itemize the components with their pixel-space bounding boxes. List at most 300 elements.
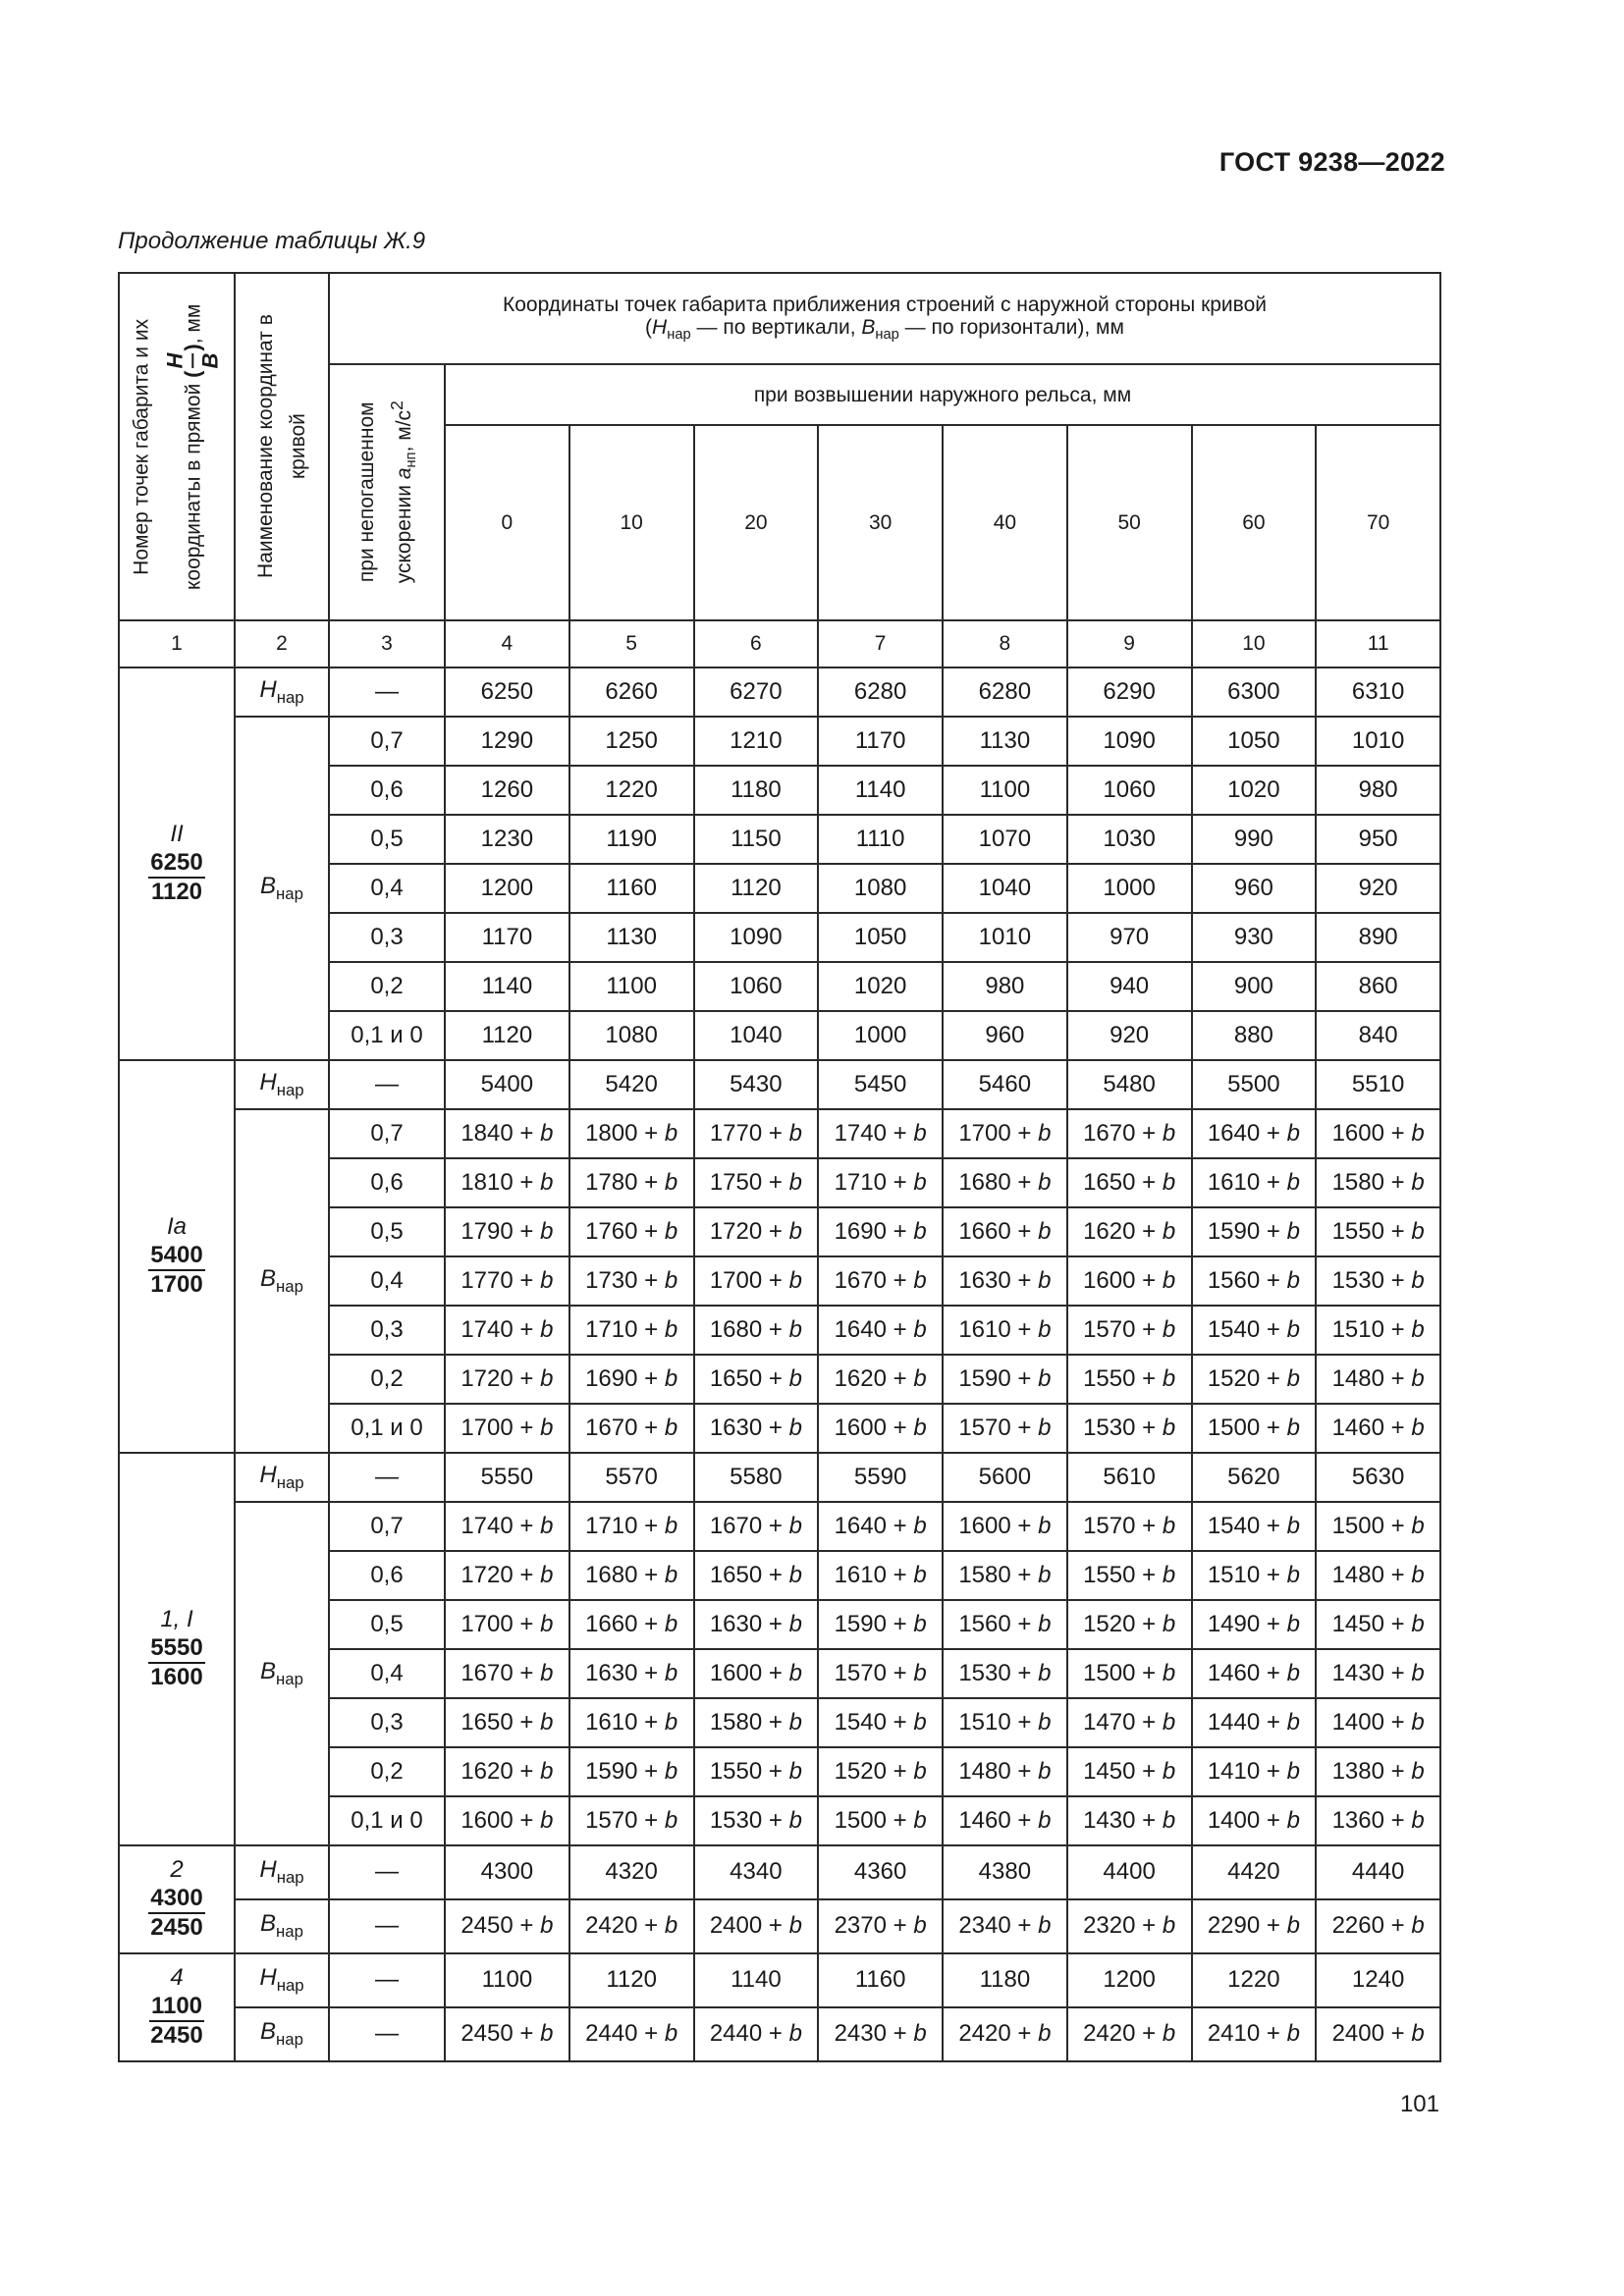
value-cell: 1710 + b — [569, 1306, 694, 1355]
value-cell: 1530 + b — [1067, 1404, 1192, 1453]
value-cell: 1700 + b — [445, 1404, 569, 1453]
value-cell: 1670 + b — [445, 1649, 569, 1698]
value-cell: 1690 + b — [818, 1207, 943, 1256]
value-cell: 1700 + b — [445, 1600, 569, 1649]
col2-header: Наименование координат в кривой — [235, 273, 329, 620]
value-cell: 2260 + b — [1316, 1899, 1440, 1953]
accel-cell: 0,1 и 0 — [329, 1011, 445, 1060]
value-cell: 4380 — [943, 1845, 1067, 1899]
value-cell: 1250 — [569, 717, 694, 766]
table-row — [119, 717, 1440, 766]
value-cell: 2400 + b — [1316, 2007, 1440, 2061]
value-cell: 1530 + b — [1316, 1256, 1440, 1306]
value-cell: 1520 + b — [1067, 1600, 1192, 1649]
gauge-coordinates — [149, 1994, 204, 2050]
accel-cell: 0,4 — [329, 864, 445, 913]
value-cell: 1460 + b — [1192, 1649, 1317, 1698]
value-cell: 2440 + b — [694, 2007, 819, 2061]
elevation-20: 20 — [694, 425, 819, 620]
accel-cell: — — [329, 667, 445, 717]
value-cell: 1570 + b — [1067, 1306, 1192, 1355]
column-number: 5 — [569, 620, 694, 667]
value-cell: 1060 — [694, 962, 819, 1011]
value-cell: 1080 — [818, 864, 943, 913]
value-cell: 1020 — [818, 962, 943, 1011]
gauge-point-cell — [119, 1845, 235, 1953]
table-row — [119, 1899, 1440, 1953]
value-cell: 1740 + b — [818, 1109, 943, 1158]
value-cell: 1180 — [943, 1953, 1067, 2007]
accel-cell: 0,2 — [329, 1747, 445, 1796]
value-cell: 2420 + b — [569, 1899, 694, 1953]
value-cell: 1410 + b — [1192, 1747, 1317, 1796]
main-header: Координаты точек габарита приближения строений с наружной стороны кривой ($H_{нар}$ — по вертикали, $B_{нар}$ — по горизонтали), мм — [329, 273, 1440, 364]
h-over-b-fraction: ( H B ) — [158, 344, 227, 378]
coord-h: 5550 — [148, 1635, 204, 1664]
gauge-point-id: 4 — [170, 1964, 184, 1992]
gauge-point-id: 1, I — [160, 1606, 193, 1633]
column-number: 8 — [943, 620, 1067, 667]
column-number: 4 — [445, 620, 569, 667]
value-cell: 1650 + b — [445, 1698, 569, 1747]
value-cell: 2290 + b — [1192, 1899, 1317, 1953]
value-cell: 1640 + b — [818, 1502, 943, 1551]
elevation-40: 40 — [943, 425, 1067, 620]
value-cell: 1040 — [943, 864, 1067, 913]
column-number: 3 — [329, 620, 445, 667]
label-b-nar: $B_{нар}$ — [235, 717, 329, 1060]
value-cell: 1200 — [445, 864, 569, 913]
value-cell: 1680 + b — [943, 1158, 1067, 1207]
value-cell: 1560 + b — [1192, 1256, 1317, 1306]
value-cell: 1540 + b — [1192, 1502, 1317, 1551]
coord-b: 1700 — [150, 1271, 203, 1299]
column-number-row — [119, 620, 1440, 667]
value-cell: 6290 — [1067, 667, 1192, 717]
value-cell: 990 — [1192, 815, 1317, 864]
value-cell: 1700 + b — [943, 1109, 1067, 1158]
value-cell: 2320 + b — [1067, 1899, 1192, 1953]
value-cell: 1650 + b — [1067, 1158, 1192, 1207]
elevation-header: при возвышении наружного рельса, мм — [445, 364, 1440, 425]
value-cell: 1660 + b — [569, 1600, 694, 1649]
value-cell: 1220 — [1192, 1953, 1317, 2007]
value-cell: 5600 — [943, 1453, 1067, 1502]
value-cell: 920 — [1316, 864, 1440, 913]
value-cell: 1550 + b — [694, 1747, 819, 1796]
value-cell: 2410 + b — [1192, 2007, 1317, 2061]
value-cell: 1590 + b — [569, 1747, 694, 1796]
value-cell: 5620 — [1192, 1453, 1317, 1502]
document-code: ГОСТ 9238—2022 — [1218, 147, 1445, 177]
value-cell: 1500 + b — [1067, 1649, 1192, 1698]
value-cell: 860 — [1316, 962, 1440, 1011]
value-cell: 1500 + b — [818, 1796, 943, 1845]
gauge-coordinates — [148, 1243, 204, 1299]
label-b-nar: $B_{нар}$ — [235, 2007, 329, 2061]
value-cell: 1480 + b — [1316, 1551, 1440, 1600]
value-cell: 1490 + b — [1192, 1600, 1317, 1649]
value-cell: 1610 + b — [1192, 1158, 1317, 1207]
value-cell: 1480 + b — [1316, 1355, 1440, 1404]
value-cell: 1460 + b — [943, 1796, 1067, 1845]
value-cell: 1550 + b — [1316, 1207, 1440, 1256]
value-cell: 920 — [1067, 1011, 1192, 1060]
value-cell: 1100 — [445, 1953, 569, 2007]
value-cell: 5630 — [1316, 1453, 1440, 1502]
gauge-point-id: 2 — [170, 1856, 184, 1884]
value-cell: 1400 + b — [1316, 1698, 1440, 1747]
table-row — [119, 1953, 1440, 2007]
column-number: 11 — [1316, 620, 1440, 667]
page-number: 101 — [1399, 2091, 1439, 2117]
value-cell: 1380 + b — [1316, 1747, 1440, 1796]
value-cell: 1470 + b — [1067, 1698, 1192, 1747]
value-cell: 1510 + b — [943, 1698, 1067, 1747]
value-cell: 1770 + b — [694, 1109, 819, 1158]
accel-cell: 0,3 — [329, 913, 445, 962]
value-cell: 1550 + b — [1067, 1355, 1192, 1404]
value-cell: 930 — [1192, 913, 1317, 962]
value-cell: 1840 + b — [445, 1109, 569, 1158]
value-cell: 1710 + b — [569, 1502, 694, 1551]
value-cell: 1660 + b — [943, 1207, 1067, 1256]
accel-cell: — — [329, 1845, 445, 1899]
label-b-nar: $B_{нар}$ — [235, 1109, 329, 1453]
gauge-point-cell — [119, 667, 235, 1060]
value-cell: 1110 — [818, 815, 943, 864]
value-cell: 1220 — [569, 766, 694, 815]
coord-b: 2450 — [150, 2022, 203, 2050]
accel-cell: 0,6 — [329, 1551, 445, 1600]
value-cell: 1120 — [445, 1011, 569, 1060]
value-cell: 1650 + b — [694, 1551, 819, 1600]
value-cell: 1630 + b — [694, 1600, 819, 1649]
value-cell: 1530 + b — [694, 1796, 819, 1845]
value-cell: 1670 + b — [1067, 1109, 1192, 1158]
gauge-point-cell — [119, 1060, 235, 1453]
value-cell: 1590 + b — [818, 1600, 943, 1649]
gauge-point-cell — [119, 1953, 235, 2061]
col1-header: Номер точек габарита и их координаты в прямой ( H B ), мм — [119, 273, 235, 620]
value-cell: 5580 — [694, 1453, 819, 1502]
value-cell: 1670 + b — [694, 1502, 819, 1551]
value-cell: 1430 + b — [1316, 1649, 1440, 1698]
coord-h: 1100 — [149, 1994, 204, 2022]
value-cell: 1620 + b — [1067, 1207, 1192, 1256]
value-cell: 1570 + b — [569, 1796, 694, 1845]
value-cell: 1080 — [569, 1011, 694, 1060]
accel-cell: 0,3 — [329, 1698, 445, 1747]
value-cell: 1260 — [445, 766, 569, 815]
value-cell: 1500 + b — [1316, 1502, 1440, 1551]
table-row — [119, 1060, 1440, 1109]
column-number: 2 — [235, 620, 329, 667]
value-cell: 1360 + b — [1316, 1796, 1440, 1845]
value-cell: 1630 + b — [943, 1256, 1067, 1306]
value-cell: 4420 — [1192, 1845, 1317, 1899]
value-cell: 6300 — [1192, 667, 1317, 717]
value-cell: 1200 — [1067, 1953, 1192, 2007]
value-cell: 1450 + b — [1316, 1600, 1440, 1649]
label-h-nar: $H_{нар}$ — [235, 1060, 329, 1109]
value-cell: 2440 + b — [569, 2007, 694, 2061]
value-cell: 1590 + b — [1192, 1207, 1317, 1256]
label-h-nar: $H_{нар}$ — [235, 1453, 329, 1502]
value-cell: 4340 — [694, 1845, 819, 1899]
value-cell: 1540 + b — [1192, 1306, 1317, 1355]
gauge-coordinates — [148, 1886, 204, 1942]
coord-h: 4300 — [148, 1886, 204, 1914]
value-cell: 1580 + b — [694, 1698, 819, 1747]
value-cell: 1570 + b — [818, 1649, 943, 1698]
value-cell: 5590 — [818, 1453, 943, 1502]
value-cell: 1120 — [694, 864, 819, 913]
value-cell: 1240 — [1316, 1953, 1440, 2007]
accel-cell: — — [329, 1953, 445, 2007]
value-cell: 1140 — [818, 766, 943, 815]
value-cell: 1400 + b — [1192, 1796, 1317, 1845]
value-cell: 1000 — [1067, 864, 1192, 913]
coord-b: 1600 — [150, 1664, 203, 1691]
value-cell: 5510 — [1316, 1060, 1440, 1109]
value-cell: 1050 — [818, 913, 943, 962]
gauge-point-id: Ia — [166, 1213, 187, 1241]
value-cell: 4360 — [818, 1845, 943, 1899]
value-cell: 880 — [1192, 1011, 1317, 1060]
column-number: 1 — [119, 620, 235, 667]
value-cell: 1020 — [1192, 766, 1317, 815]
value-cell: 1010 — [943, 913, 1067, 962]
value-cell: 5450 — [818, 1060, 943, 1109]
value-cell: 2420 + b — [943, 2007, 1067, 2061]
value-cell: 4320 — [569, 1845, 694, 1899]
accel-cell: — — [329, 1060, 445, 1109]
value-cell: 5610 — [1067, 1453, 1192, 1502]
value-cell: 2420 + b — [1067, 2007, 1192, 2061]
column-number: 10 — [1192, 620, 1317, 667]
value-cell: 2450 + b — [445, 1899, 569, 1953]
value-cell: 1030 — [1067, 815, 1192, 864]
value-cell: 1720 + b — [445, 1355, 569, 1404]
value-cell: 1140 — [694, 1953, 819, 2007]
value-cell: 1290 — [445, 717, 569, 766]
value-cell: 1140 — [445, 962, 569, 1011]
value-cell: 1750 + b — [694, 1158, 819, 1207]
value-cell: 1090 — [694, 913, 819, 962]
value-cell: 1160 — [569, 864, 694, 913]
value-cell: 1590 + b — [943, 1355, 1067, 1404]
gauge-table — [118, 272, 1441, 2062]
value-cell: 1560 + b — [943, 1600, 1067, 1649]
table-row — [119, 1109, 1440, 1158]
value-cell: 1440 + b — [1192, 1698, 1317, 1747]
column-number: 9 — [1067, 620, 1192, 667]
accel-cell: 0,7 — [329, 1109, 445, 1158]
value-cell: 900 — [1192, 962, 1317, 1011]
value-cell: 1740 + b — [445, 1502, 569, 1551]
value-cell: 1070 — [943, 815, 1067, 864]
value-cell: 1610 + b — [943, 1306, 1067, 1355]
col3-header: при непогашенном ускорении $a_{нп}$, $м/с^2$ — [329, 364, 445, 620]
value-cell: 5420 — [569, 1060, 694, 1109]
value-cell: 1130 — [943, 717, 1067, 766]
value-cell: 1530 + b — [943, 1649, 1067, 1698]
elevation-0: 0 — [445, 425, 569, 620]
value-cell: 960 — [1192, 864, 1317, 913]
gauge-point-id: II — [170, 821, 184, 848]
accel-cell: — — [329, 1453, 445, 1502]
table-row — [119, 667, 1440, 717]
accel-cell: 0,2 — [329, 1355, 445, 1404]
label-b-nar: $B_{нар}$ — [235, 1899, 329, 1953]
value-cell: 1520 + b — [818, 1747, 943, 1796]
value-cell: 1680 + b — [569, 1551, 694, 1600]
value-cell: 1540 + b — [818, 1698, 943, 1747]
value-cell: 1510 + b — [1316, 1306, 1440, 1355]
value-cell: 1690 + b — [569, 1355, 694, 1404]
value-cell: 1120 — [569, 1953, 694, 2007]
value-cell: 6270 — [694, 667, 819, 717]
value-cell: 6280 — [943, 667, 1067, 717]
value-cell: 2400 + b — [694, 1899, 819, 1953]
value-cell: 1790 + b — [445, 1207, 569, 1256]
accel-cell: 0,6 — [329, 1158, 445, 1207]
value-cell: 1720 + b — [694, 1207, 819, 1256]
value-cell: 1760 + b — [569, 1207, 694, 1256]
value-cell: 1510 + b — [1192, 1551, 1317, 1600]
table-caption: Продолжение таблицы Ж.9 — [118, 228, 426, 254]
coord-h: 6250 — [148, 850, 204, 879]
value-cell: 6250 — [445, 667, 569, 717]
value-cell: 5500 — [1192, 1060, 1317, 1109]
value-cell: 5480 — [1067, 1060, 1192, 1109]
accel-cell: — — [329, 2007, 445, 2061]
accel-cell: 0,5 — [329, 815, 445, 864]
column-number: 6 — [694, 620, 819, 667]
value-cell: 4300 — [445, 1845, 569, 1899]
value-cell: 1150 — [694, 815, 819, 864]
value-cell: 1050 — [1192, 717, 1317, 766]
value-cell: 1190 — [569, 815, 694, 864]
value-cell: 980 — [943, 962, 1067, 1011]
table-row — [119, 1502, 1440, 1551]
value-cell: 1170 — [818, 717, 943, 766]
value-cell: 5460 — [943, 1060, 1067, 1109]
value-cell: 1600 + b — [943, 1502, 1067, 1551]
accel-cell: 0,6 — [329, 766, 445, 815]
value-cell: 1100 — [569, 962, 694, 1011]
value-cell: 6260 — [569, 667, 694, 717]
value-cell: 1210 — [694, 717, 819, 766]
value-cell: 1620 + b — [818, 1355, 943, 1404]
elevation-50: 50 — [1067, 425, 1192, 620]
label-b-nar: $B_{нар}$ — [235, 1502, 329, 1845]
accel-cell: 0,1 и 0 — [329, 1404, 445, 1453]
value-cell: 940 — [1067, 962, 1192, 1011]
value-cell: 2450 + b — [445, 2007, 569, 2061]
value-cell: 2370 + b — [818, 1899, 943, 1953]
accel-cell: 0,7 — [329, 1502, 445, 1551]
value-cell: 1160 — [818, 1953, 943, 2007]
value-cell: 950 — [1316, 815, 1440, 864]
value-cell: 840 — [1316, 1011, 1440, 1060]
value-cell: 1450 + b — [1067, 1747, 1192, 1796]
table-row — [119, 1453, 1440, 1502]
value-cell: 1770 + b — [445, 1256, 569, 1306]
table-row — [119, 1845, 1440, 1899]
accel-cell: 0,2 — [329, 962, 445, 1011]
accel-cell: 0,5 — [329, 1207, 445, 1256]
value-cell: 1520 + b — [1192, 1355, 1317, 1404]
value-cell: 1610 + b — [569, 1698, 694, 1747]
value-cell: 1600 + b — [1316, 1109, 1440, 1158]
value-cell: 1630 + b — [569, 1649, 694, 1698]
value-cell: 1090 — [1067, 717, 1192, 766]
value-cell: 1580 + b — [943, 1551, 1067, 1600]
value-cell: 1800 + b — [569, 1109, 694, 1158]
elevation-70: 70 — [1316, 425, 1440, 620]
value-cell: 1040 — [694, 1011, 819, 1060]
column-number: 7 — [818, 620, 943, 667]
value-cell: 1060 — [1067, 766, 1192, 815]
value-cell: 1740 + b — [445, 1306, 569, 1355]
coord-b: 1120 — [150, 879, 203, 906]
value-cell: 1460 + b — [1316, 1404, 1440, 1453]
value-cell: 1720 + b — [445, 1551, 569, 1600]
label-h-nar: $H_{нар}$ — [235, 667, 329, 717]
value-cell: 1000 — [818, 1011, 943, 1060]
value-cell: 1630 + b — [694, 1404, 819, 1453]
value-cell: 980 — [1316, 766, 1440, 815]
value-cell: 1170 — [445, 913, 569, 962]
value-cell: 4400 — [1067, 1845, 1192, 1899]
value-cell: 2430 + b — [818, 2007, 943, 2061]
value-cell: 1570 + b — [943, 1404, 1067, 1453]
value-cell: 1610 + b — [818, 1551, 943, 1600]
value-cell: 1730 + b — [569, 1256, 694, 1306]
label-h-nar: $H_{нар}$ — [235, 1845, 329, 1899]
value-cell: 2340 + b — [943, 1899, 1067, 1953]
value-cell: 1640 + b — [1192, 1109, 1317, 1158]
value-cell: 1010 — [1316, 717, 1440, 766]
value-cell: 1550 + b — [1067, 1551, 1192, 1600]
value-cell: 890 — [1316, 913, 1440, 962]
value-cell: 1600 + b — [818, 1404, 943, 1453]
value-cell: 1710 + b — [818, 1158, 943, 1207]
value-cell: 1600 + b — [445, 1796, 569, 1845]
value-cell: 1130 — [569, 913, 694, 962]
accel-cell: 0,4 — [329, 1256, 445, 1306]
value-cell: 6280 — [818, 667, 943, 717]
value-cell: 1650 + b — [694, 1355, 819, 1404]
value-cell: 1810 + b — [445, 1158, 569, 1207]
accel-cell: 0,3 — [329, 1306, 445, 1355]
value-cell: 1670 + b — [818, 1256, 943, 1306]
gauge-coordinates — [148, 850, 204, 906]
value-cell: 5550 — [445, 1453, 569, 1502]
table-row — [119, 2007, 1440, 2061]
value-cell: 1570 + b — [1067, 1502, 1192, 1551]
value-cell: 1600 + b — [694, 1649, 819, 1698]
gauge-point-cell — [119, 1453, 235, 1845]
accel-cell: 0,5 — [329, 1600, 445, 1649]
accel-cell: 0,4 — [329, 1649, 445, 1698]
value-cell: 1230 — [445, 815, 569, 864]
value-cell: 1100 — [943, 766, 1067, 815]
gauge-coordinates — [148, 1635, 204, 1691]
label-h-nar: $H_{нар}$ — [235, 1953, 329, 2007]
